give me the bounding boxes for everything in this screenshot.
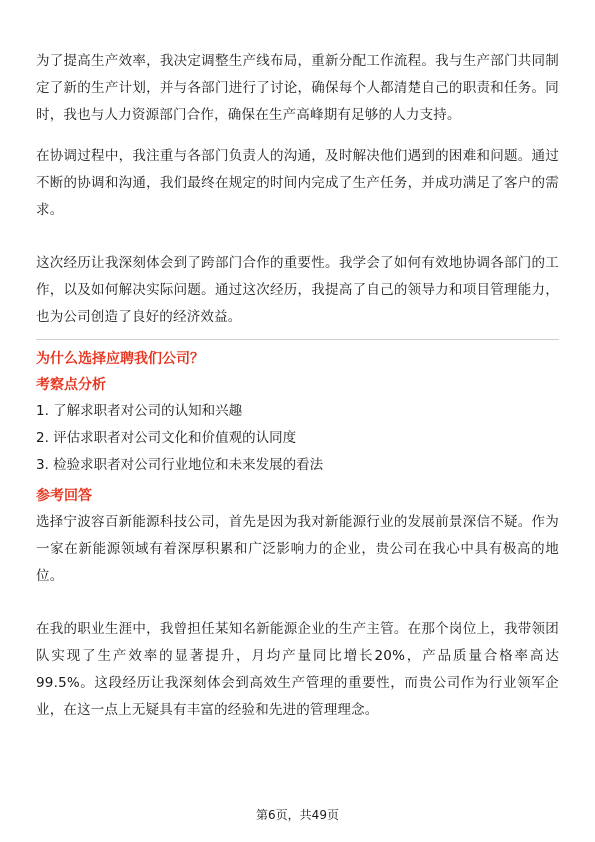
body-paragraph: 在协调过程中，我注重与各部门负责人的沟通，及时解决他们遇到的困难和问题。通过不断的协调和沟通，我们最终在规定的时间内完成了生产任务，并成功满足了客户的需求。 (36, 148, 559, 218)
answer-heading: 参考回答 (36, 488, 92, 504)
analysis-list (36, 398, 559, 479)
section-divider (36, 339, 559, 340)
page-number: 第6页，共49页 (256, 808, 339, 822)
analysis-heading: 考察点分析 (36, 377, 106, 393)
answer-paragraph: 选择宁波容百新能源科技公司，首先是因为我对新能源行业的发展前景深信不疑。作为一家在新能源领域有着深厚积累和广泛影响力的企业，贵公司在我心中具有极高的地位。 (36, 514, 559, 584)
list-item: 3. 检验求职者对公司行业地位和未来发展的看法 (36, 457, 324, 473)
document-page (36, 48, 559, 724)
question-title: 为什么选择应聘我们公司？ (36, 351, 204, 367)
body-paragraph: 为了提高生产效率，我决定调整生产线布局，重新分配工作流程。我与生产部门共同制定了新的生产计划，并与各部门进行了讨论，确保每个人都清楚自己的职责和任务。同时，我也与人力资源部门合作，确保在生产高峰期有足够的人力支持。 (36, 53, 559, 123)
list-item: 1. 了解求职者对公司的认知和兴趣 (36, 403, 243, 419)
answer-paragraph: 在我的职业生涯中，我曾担任某知名新能源企业的生产主管。在那个岗位上，我带领团队实现了生产效率的显著提升，月均产量同比增长20%，产品质量合格率高达99.5%。这段经历让我深刻体会到高效生产管理的重要性，而贵公司作为行业领军企业，在这一点上无疑具有丰富的经验和先进的管理理念。 (36, 621, 559, 718)
body-paragraph: 这次经历让我深刻体会到了跨部门合作的重要性。我学会了如何有效地协调各部门的工作，以及如何解决实际问题。通过这次经历，我提高了自己的领导力和项目管理能力，也为公司创造了良好的经济效益。 (36, 255, 559, 325)
list-item: 2. 评估求职者对公司文化和价值观的认同度 (36, 430, 297, 446)
